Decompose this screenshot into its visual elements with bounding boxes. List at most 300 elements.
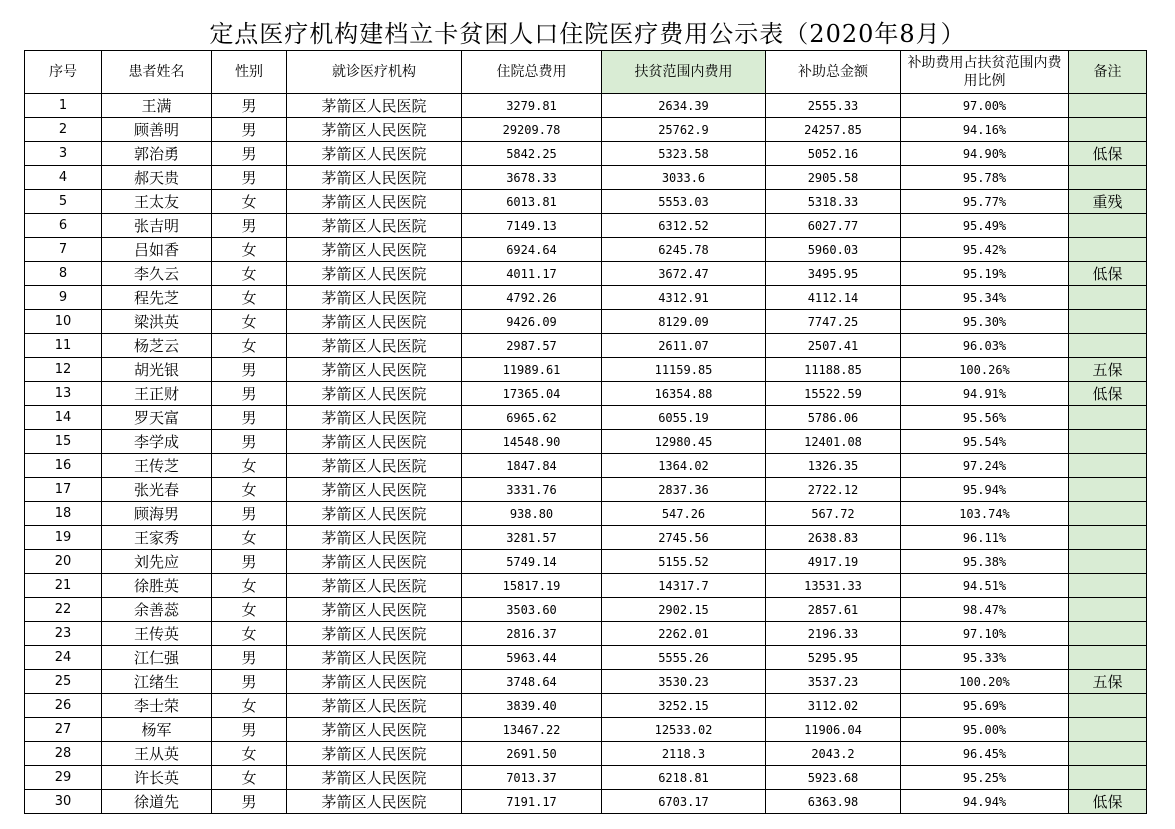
cell-seq: 21 [25, 574, 102, 598]
cell-subsidy: 6363.98 [766, 790, 901, 814]
table-row [25, 454, 1147, 478]
cell-total: 3279.81 [462, 94, 602, 118]
cell-name: 郭治勇 [102, 142, 212, 166]
cell-note [1069, 598, 1147, 622]
table-row [25, 214, 1147, 238]
cell-ratio: 95.54% [901, 430, 1069, 454]
cell-in-scope: 12533.02 [602, 718, 766, 742]
cell-gender: 男 [212, 790, 287, 814]
cell-name: 吕如香 [102, 238, 212, 262]
cell-subsidy: 13531.33 [766, 574, 901, 598]
cell-seq: 8 [25, 262, 102, 286]
cell-in-scope: 2634.39 [602, 94, 766, 118]
cell-note [1069, 454, 1147, 478]
table-row [25, 94, 1147, 118]
cell-ratio: 95.77% [901, 190, 1069, 214]
cell-subsidy: 5295.95 [766, 646, 901, 670]
cell-ratio: 95.25% [901, 766, 1069, 790]
cell-hospital: 茅箭区人民医院 [287, 142, 462, 166]
cell-subsidy: 1326.35 [766, 454, 901, 478]
cell-subsidy: 567.72 [766, 502, 901, 526]
cell-gender: 女 [212, 310, 287, 334]
cell-note [1069, 310, 1147, 334]
table-row [25, 790, 1147, 814]
cell-hospital: 茅箭区人民医院 [287, 742, 462, 766]
cell-total: 11989.61 [462, 358, 602, 382]
cell-note [1069, 502, 1147, 526]
table-row [25, 526, 1147, 550]
cell-gender: 男 [212, 502, 287, 526]
cell-subsidy: 2638.83 [766, 526, 901, 550]
cell-gender: 男 [212, 430, 287, 454]
cell-subsidy: 15522.59 [766, 382, 901, 406]
cell-hospital: 茅箭区人民医院 [287, 526, 462, 550]
cell-seq: 29 [25, 766, 102, 790]
cell-seq: 24 [25, 646, 102, 670]
cell-subsidy: 5960.03 [766, 238, 901, 262]
cell-note [1069, 550, 1147, 574]
table-row [25, 502, 1147, 526]
table-row [25, 622, 1147, 646]
cell-hospital: 茅箭区人民医院 [287, 550, 462, 574]
cell-name: 王太友 [102, 190, 212, 214]
cell-subsidy: 2722.12 [766, 478, 901, 502]
cell-ratio: 100.20% [901, 670, 1069, 694]
table-row [25, 718, 1147, 742]
header-row [25, 51, 1147, 94]
cell-total: 938.80 [462, 502, 602, 526]
table-row [25, 334, 1147, 358]
cell-subsidy: 5923.68 [766, 766, 901, 790]
cell-seq: 16 [25, 454, 102, 478]
cell-ratio: 95.34% [901, 286, 1069, 310]
cell-note [1069, 166, 1147, 190]
cell-seq: 30 [25, 790, 102, 814]
cell-gender: 女 [212, 574, 287, 598]
cell-total: 6013.81 [462, 190, 602, 214]
cell-hospital: 茅箭区人民医院 [287, 214, 462, 238]
cell-gender: 男 [212, 550, 287, 574]
header-subsidy: 补助总金额 [766, 51, 901, 94]
cell-subsidy: 2555.33 [766, 94, 901, 118]
cell-gender: 男 [212, 718, 287, 742]
table-row [25, 262, 1147, 286]
table-row [25, 694, 1147, 718]
cell-in-scope: 6055.19 [602, 406, 766, 430]
table-row [25, 670, 1147, 694]
cell-name: 李学成 [102, 430, 212, 454]
cell-hospital: 茅箭区人民医院 [287, 94, 462, 118]
table-row [25, 142, 1147, 166]
cell-seq: 11 [25, 334, 102, 358]
cell-in-scope: 2262.01 [602, 622, 766, 646]
cell-total: 7149.13 [462, 214, 602, 238]
cell-seq: 17 [25, 478, 102, 502]
cell-in-scope: 3033.6 [602, 166, 766, 190]
cell-total: 2691.50 [462, 742, 602, 766]
cell-in-scope: 6703.17 [602, 790, 766, 814]
cell-hospital: 茅箭区人民医院 [287, 190, 462, 214]
cell-name: 王正财 [102, 382, 212, 406]
table-body [25, 94, 1147, 814]
cell-in-scope: 5155.52 [602, 550, 766, 574]
cell-in-scope: 8129.09 [602, 310, 766, 334]
table-row [25, 550, 1147, 574]
cell-note [1069, 286, 1147, 310]
cell-name: 杨军 [102, 718, 212, 742]
cell-name: 胡光银 [102, 358, 212, 382]
table-row [25, 286, 1147, 310]
cell-subsidy: 11906.04 [766, 718, 901, 742]
cell-total: 4792.26 [462, 286, 602, 310]
cell-subsidy: 2196.33 [766, 622, 901, 646]
table-row [25, 190, 1147, 214]
cell-note [1069, 742, 1147, 766]
cell-hospital: 茅箭区人民医院 [287, 766, 462, 790]
cell-hospital: 茅箭区人民医院 [287, 718, 462, 742]
cell-name: 王传英 [102, 622, 212, 646]
cell-hospital: 茅箭区人民医院 [287, 790, 462, 814]
cell-gender: 女 [212, 766, 287, 790]
cell-ratio: 95.38% [901, 550, 1069, 574]
cell-in-scope: 1364.02 [602, 454, 766, 478]
table-row [25, 742, 1147, 766]
cell-ratio: 98.47% [901, 598, 1069, 622]
cell-total: 6965.62 [462, 406, 602, 430]
cell-hospital: 茅箭区人民医院 [287, 574, 462, 598]
cell-gender: 男 [212, 406, 287, 430]
cell-note: 五保 [1069, 670, 1147, 694]
cell-hospital: 茅箭区人民医院 [287, 502, 462, 526]
cell-total: 17365.04 [462, 382, 602, 406]
cell-gender: 女 [212, 238, 287, 262]
cell-total: 13467.22 [462, 718, 602, 742]
header-name: 患者姓名 [102, 51, 212, 94]
cell-seq: 12 [25, 358, 102, 382]
cell-total: 4011.17 [462, 262, 602, 286]
cell-in-scope: 5323.58 [602, 142, 766, 166]
cell-in-scope: 25762.9 [602, 118, 766, 142]
table-row [25, 406, 1147, 430]
cell-hospital: 茅箭区人民医院 [287, 598, 462, 622]
cell-subsidy: 2857.61 [766, 598, 901, 622]
cell-seq: 28 [25, 742, 102, 766]
table-row [25, 310, 1147, 334]
cell-hospital: 茅箭区人民医院 [287, 430, 462, 454]
header-hospital: 就诊医疗机构 [287, 51, 462, 94]
cell-gender: 女 [212, 478, 287, 502]
cell-seq: 19 [25, 526, 102, 550]
cell-note [1069, 430, 1147, 454]
cell-total: 1847.84 [462, 454, 602, 478]
table-row [25, 166, 1147, 190]
cell-total: 3331.76 [462, 478, 602, 502]
cell-subsidy: 7747.25 [766, 310, 901, 334]
cell-seq: 20 [25, 550, 102, 574]
cell-seq: 7 [25, 238, 102, 262]
cell-in-scope: 5555.26 [602, 646, 766, 670]
cell-ratio: 94.51% [901, 574, 1069, 598]
header-ratio: 补助费用占扶贫范围内费用比例 [901, 51, 1069, 94]
cell-subsidy: 2043.2 [766, 742, 901, 766]
page-title: 定点医疗机构建档立卡贫困人口住院医疗费用公示表（2020年8月） [209, 20, 966, 48]
cell-gender: 女 [212, 262, 287, 286]
cell-note [1069, 478, 1147, 502]
cell-note [1069, 646, 1147, 670]
cell-total: 29209.78 [462, 118, 602, 142]
cell-name: 许长英 [102, 766, 212, 790]
cell-ratio: 95.19% [901, 262, 1069, 286]
cell-name: 王从英 [102, 742, 212, 766]
cell-name: 罗天富 [102, 406, 212, 430]
cell-ratio: 94.90% [901, 142, 1069, 166]
cell-total: 3839.40 [462, 694, 602, 718]
cell-name: 刘先应 [102, 550, 212, 574]
cell-gender: 女 [212, 526, 287, 550]
cell-note [1069, 766, 1147, 790]
cell-total: 7191.17 [462, 790, 602, 814]
cell-gender: 男 [212, 646, 287, 670]
cell-hospital: 茅箭区人民医院 [287, 310, 462, 334]
cell-note [1069, 118, 1147, 142]
cell-ratio: 94.16% [901, 118, 1069, 142]
table-row [25, 574, 1147, 598]
cell-total: 14548.90 [462, 430, 602, 454]
cell-gender: 男 [212, 670, 287, 694]
cell-subsidy: 2905.58 [766, 166, 901, 190]
cell-ratio: 97.00% [901, 94, 1069, 118]
cell-note [1069, 694, 1147, 718]
cell-gender: 男 [212, 214, 287, 238]
cell-seq: 4 [25, 166, 102, 190]
cell-in-scope: 3672.47 [602, 262, 766, 286]
cell-in-scope: 2902.15 [602, 598, 766, 622]
cell-note [1069, 406, 1147, 430]
cell-ratio: 95.00% [901, 718, 1069, 742]
cell-in-scope: 14317.7 [602, 574, 766, 598]
cell-note [1069, 574, 1147, 598]
header-note: 备注 [1069, 51, 1147, 94]
cell-in-scope: 5553.03 [602, 190, 766, 214]
cell-ratio: 100.26% [901, 358, 1069, 382]
table-row [25, 766, 1147, 790]
cell-hospital: 茅箭区人民医院 [287, 286, 462, 310]
cell-note [1069, 334, 1147, 358]
cell-name: 李久云 [102, 262, 212, 286]
medical-expense-table [24, 50, 1147, 814]
cell-gender: 女 [212, 286, 287, 310]
cell-in-scope: 6245.78 [602, 238, 766, 262]
cell-ratio: 95.94% [901, 478, 1069, 502]
cell-hospital: 茅箭区人民医院 [287, 262, 462, 286]
table-row [25, 430, 1147, 454]
cell-name: 江绪生 [102, 670, 212, 694]
cell-total: 2987.57 [462, 334, 602, 358]
cell-in-scope: 6218.81 [602, 766, 766, 790]
cell-subsidy: 5318.33 [766, 190, 901, 214]
cell-total: 3281.57 [462, 526, 602, 550]
cell-hospital: 茅箭区人民医院 [287, 118, 462, 142]
cell-subsidy: 5786.06 [766, 406, 901, 430]
cell-total: 7013.37 [462, 766, 602, 790]
cell-total: 15817.19 [462, 574, 602, 598]
cell-note [1069, 94, 1147, 118]
cell-ratio: 96.03% [901, 334, 1069, 358]
cell-ratio: 94.94% [901, 790, 1069, 814]
cell-name: 张吉明 [102, 214, 212, 238]
cell-gender: 男 [212, 358, 287, 382]
cell-name: 程先芝 [102, 286, 212, 310]
cell-seq: 15 [25, 430, 102, 454]
cell-note [1069, 526, 1147, 550]
cell-in-scope: 2837.36 [602, 478, 766, 502]
cell-seq: 25 [25, 670, 102, 694]
cell-hospital: 茅箭区人民医院 [287, 238, 462, 262]
cell-total: 2816.37 [462, 622, 602, 646]
cell-total: 9426.09 [462, 310, 602, 334]
cell-subsidy: 4917.19 [766, 550, 901, 574]
cell-hospital: 茅箭区人民医院 [287, 382, 462, 406]
cell-note: 重残 [1069, 190, 1147, 214]
table-row [25, 358, 1147, 382]
cell-subsidy: 3112.02 [766, 694, 901, 718]
cell-name: 徐道先 [102, 790, 212, 814]
cell-ratio: 95.42% [901, 238, 1069, 262]
cell-subsidy: 4112.14 [766, 286, 901, 310]
cell-subsidy: 6027.77 [766, 214, 901, 238]
cell-ratio: 95.49% [901, 214, 1069, 238]
cell-hospital: 茅箭区人民医院 [287, 478, 462, 502]
cell-gender: 女 [212, 742, 287, 766]
cell-seq: 2 [25, 118, 102, 142]
cell-gender: 女 [212, 622, 287, 646]
table-row [25, 238, 1147, 262]
cell-hospital: 茅箭区人民医院 [287, 454, 462, 478]
cell-note: 低保 [1069, 262, 1147, 286]
cell-gender: 男 [212, 142, 287, 166]
cell-hospital: 茅箭区人民医院 [287, 622, 462, 646]
cell-gender: 女 [212, 190, 287, 214]
cell-name: 杨芝云 [102, 334, 212, 358]
table-row [25, 598, 1147, 622]
cell-name: 张光春 [102, 478, 212, 502]
cell-seq: 23 [25, 622, 102, 646]
cell-ratio: 96.11% [901, 526, 1069, 550]
table-row [25, 646, 1147, 670]
cell-in-scope: 2611.07 [602, 334, 766, 358]
cell-name: 王满 [102, 94, 212, 118]
cell-hospital: 茅箭区人民医院 [287, 334, 462, 358]
cell-gender: 女 [212, 694, 287, 718]
cell-note [1069, 718, 1147, 742]
cell-seq: 9 [25, 286, 102, 310]
cell-ratio: 96.45% [901, 742, 1069, 766]
table-row [25, 118, 1147, 142]
cell-subsidy: 24257.85 [766, 118, 901, 142]
cell-seq: 5 [25, 190, 102, 214]
cell-in-scope: 16354.88 [602, 382, 766, 406]
cell-subsidy: 12401.08 [766, 430, 901, 454]
cell-name: 梁洪英 [102, 310, 212, 334]
cell-ratio: 97.10% [901, 622, 1069, 646]
cell-ratio: 103.74% [901, 502, 1069, 526]
cell-total: 3748.64 [462, 670, 602, 694]
cell-seq: 10 [25, 310, 102, 334]
cell-hospital: 茅箭区人民医院 [287, 694, 462, 718]
cell-note [1069, 214, 1147, 238]
cell-name: 江仁强 [102, 646, 212, 670]
cell-in-scope: 11159.85 [602, 358, 766, 382]
cell-gender: 女 [212, 334, 287, 358]
cell-total: 5842.25 [462, 142, 602, 166]
cell-seq: 14 [25, 406, 102, 430]
cell-name: 顾海男 [102, 502, 212, 526]
cell-name: 徐胜英 [102, 574, 212, 598]
cell-gender: 女 [212, 598, 287, 622]
cell-gender: 男 [212, 94, 287, 118]
cell-name: 王家秀 [102, 526, 212, 550]
cell-gender: 女 [212, 454, 287, 478]
cell-subsidy: 2507.41 [766, 334, 901, 358]
cell-note: 五保 [1069, 358, 1147, 382]
cell-gender: 男 [212, 118, 287, 142]
cell-hospital: 茅箭区人民医院 [287, 406, 462, 430]
cell-in-scope: 3530.23 [602, 670, 766, 694]
cell-note [1069, 238, 1147, 262]
cell-hospital: 茅箭区人民医院 [287, 670, 462, 694]
cell-ratio: 97.24% [901, 454, 1069, 478]
cell-subsidy: 5052.16 [766, 142, 901, 166]
cell-ratio: 95.30% [901, 310, 1069, 334]
cell-total: 6924.64 [462, 238, 602, 262]
cell-name: 王传芝 [102, 454, 212, 478]
cell-name: 顾善明 [102, 118, 212, 142]
cell-subsidy: 3537.23 [766, 670, 901, 694]
cell-in-scope: 12980.45 [602, 430, 766, 454]
cell-seq: 22 [25, 598, 102, 622]
cell-subsidy: 11188.85 [766, 358, 901, 382]
cell-hospital: 茅箭区人民医院 [287, 166, 462, 190]
table-row [25, 478, 1147, 502]
header-gender: 性别 [212, 51, 287, 94]
cell-note: 低保 [1069, 382, 1147, 406]
cell-in-scope: 547.26 [602, 502, 766, 526]
cell-ratio: 95.78% [901, 166, 1069, 190]
cell-name: 余善蕊 [102, 598, 212, 622]
cell-note: 低保 [1069, 142, 1147, 166]
cell-ratio: 95.56% [901, 406, 1069, 430]
cell-in-scope: 3252.15 [602, 694, 766, 718]
header-seq: 序号 [25, 51, 102, 94]
cell-seq: 6 [25, 214, 102, 238]
cell-gender: 男 [212, 382, 287, 406]
cell-note [1069, 622, 1147, 646]
cell-in-scope: 2118.3 [602, 742, 766, 766]
cell-hospital: 茅箭区人民医院 [287, 358, 462, 382]
cell-in-scope: 4312.91 [602, 286, 766, 310]
cell-seq: 1 [25, 94, 102, 118]
cell-hospital: 茅箭区人民医院 [287, 646, 462, 670]
cell-ratio: 94.91% [901, 382, 1069, 406]
cell-total: 5963.44 [462, 646, 602, 670]
cell-ratio: 95.69% [901, 694, 1069, 718]
header-total: 住院总费用 [462, 51, 602, 94]
cell-total: 3503.60 [462, 598, 602, 622]
cell-seq: 26 [25, 694, 102, 718]
cell-seq: 27 [25, 718, 102, 742]
table-row [25, 382, 1147, 406]
cell-ratio: 95.33% [901, 646, 1069, 670]
